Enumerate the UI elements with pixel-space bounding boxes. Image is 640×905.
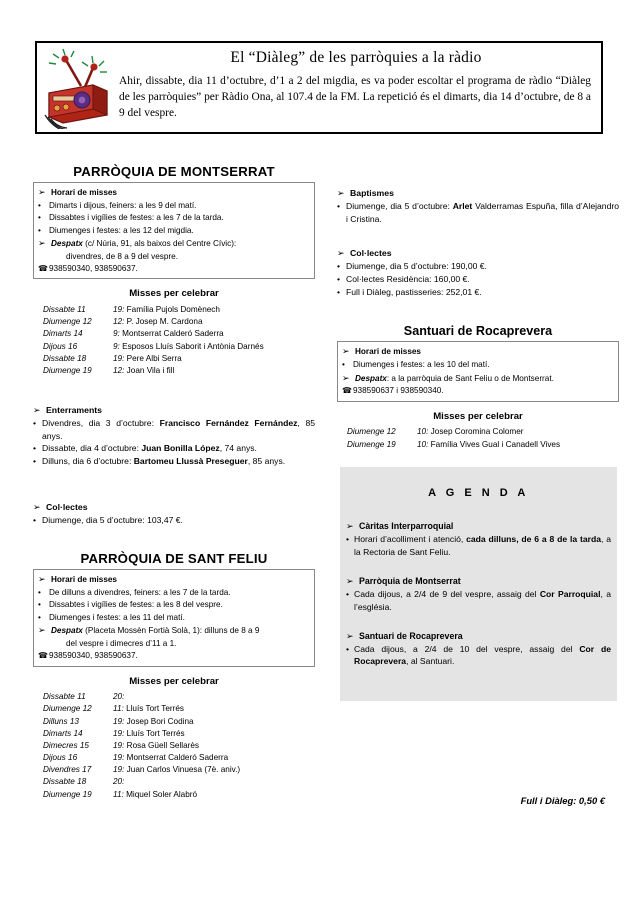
arrow-bullet-icon: ➢ [346,521,354,531]
dot-bullet-icon: • [33,417,37,428]
dot-bullet-icon: • [342,360,345,370]
table-row: Dissabte 11 20: [43,692,125,702]
office-label: Despatx [355,373,387,383]
arrow-bullet-icon: ➢ [38,574,46,585]
sant-feliu-schedule-heading: ➢ Horari de misses [38,573,309,587]
phone-icon: ☎ [38,651,49,661]
list-item: • Dissabte, dia 4 d’octubre: Juan Bonilla López, 74 anys. [33,443,257,454]
arrow-bullet-icon: ➢ [38,238,46,249]
arrow-bullet-icon: ➢ [33,502,41,513]
list-item: • Full i Diàleg, pastisseries: 252,01 €. [337,286,482,297]
dot-bullet-icon: • [337,286,341,297]
list-item: • Diumenges i festes: a les 10 del matí. [342,359,613,371]
dot-bullet-icon: • [337,260,341,271]
sant-feliu-info-box [33,569,315,666]
agenda-title: A G E N D A [428,487,529,499]
arrow-bullet-icon: ➢ [38,625,46,636]
radio-icon [37,43,119,129]
radio-icon-svg [41,47,115,129]
list-item: • Dissabtes i vigílies de festes: a les 7 de la tarda. [38,212,309,224]
table-row: Dijous 16 9: Esposos Lluís Saborit i Antònia Darnés [43,341,264,351]
rocaprevera-office [342,372,613,386]
list-item: • De dilluns a divendres, feiners: a les 7 de la tarda. [38,587,309,599]
montserrat-office [38,237,309,263]
table-row: Dijous 16 19: Montserrat Calderó Saderra [43,753,229,763]
list-item: • Diumenges i festes: a les 12 del migdia. [38,225,309,237]
agenda-group [346,576,611,614]
office-text: : a la parròquia de Sant Feliu o de Montserrat. [386,373,554,383]
rocaprevera-title: Santuari de Rocaprevera [403,324,553,339]
table-row: Diumenge 12 10: Josep Coromina Colomer [347,427,524,437]
agenda-group-heading: ➢ Santuari de Rocaprevera [346,630,463,641]
phone-icon: ☎ [342,386,353,396]
table-row: Dilluns 13 19: Josep Bori Codina [43,716,194,726]
rocaprevera-phones: ☎ 938590637 i 938590340. [342,385,613,397]
table-row: Diumenge 12 12: P. Josep M. Cardona [43,317,203,327]
office-text: (c/ Núria, 91, als baixos del Centre Cívic): [82,239,237,249]
dot-bullet-icon: • [38,225,41,235]
header-paragraph: Ahir, dissabte, dia 11 d’octubre, d’1 a 2 del migdia, es va poder escoltar el programa de ràdio “Diàleg de les parròquies” per Ràdio Ona, al 107.4 de la FM. La repetició és el dimarts, dia 14 d’octubre, de 8 a 9 del vespre. [119,75,591,120]
page-title: El “Diàleg” de les parròquies a la ràdio [230,49,482,66]
dot-bullet-icon: • [346,588,350,599]
arrow-bullet-icon: ➢ [337,188,345,198]
agenda-group [346,631,611,669]
rocaprevera-masses-table [337,426,619,450]
office-label: Despatx [51,239,83,249]
montserrat-title: PARRÒQUIA DE MONTSERRAT [73,164,275,179]
sant-feliu-phones: ☎ 938590340, 938590637. [38,650,309,662]
list-item: • Dimarts i dijous, feiners: a les 9 del matí. [38,200,309,212]
dot-bullet-icon: • [38,612,41,622]
list-item: • Diumenge, dia 5 d’octubre: 103,47 €. [33,515,183,526]
agenda-group [346,521,611,559]
list-item: • Col·lectes Residència: 160,00 €. [337,273,470,284]
table-row: Dissabte 18 19: Pere Albi Serra [43,353,182,363]
sant-feliu-title: PARRÒQUIA DE SANT FELIU [80,551,268,567]
list-item: • Diumenges i festes: a les 11 del matí. [38,612,309,624]
arrow-bullet-icon: ➢ [33,404,41,415]
footer-price: Full i Diàleg: 0,50 € [520,795,605,806]
rocaprevera-schedule-heading: ➢ Horari de misses [342,345,613,359]
dot-bullet-icon: • [33,515,37,526]
office-label: Despatx [51,626,83,636]
list-item: • Cada dijous, a 2/4 de 10 del vespre, assaig del Cor de Rocaprevera, al Santuari. [346,643,611,667]
dot-bullet-icon: • [38,213,41,223]
table-row: Divendres 17 19: Juan Carlos Vinuesa (7è. aniv.) [43,765,241,775]
dot-bullet-icon: • [337,201,341,211]
montserrat-schedule-heading: ➢ Horari de misses [38,186,309,200]
montserrat-burials-section [33,405,315,469]
table-row: Diumenge 19 11: Miquel Soler Alabró [43,789,198,799]
office-text-2: divendres, de 8 a 9 del vespre. [66,251,178,261]
dot-bullet-icon: • [337,273,341,284]
montserrat-info-box [33,182,315,279]
sant-feliu-masses-heading: Misses per celebrar [129,675,219,687]
agenda-box [340,467,617,701]
dot-bullet-icon: • [38,200,41,210]
list-item: • Horari d’acolliment i atenció, cada dilluns, de 6 a 8 de la tarda, a la Rectoria de Sant Feliu. [346,534,611,557]
dot-bullet-icon: • [38,587,41,597]
phone-icon: ☎ [38,264,49,274]
list-item: • Dissabtes i vigílies de festes: a les 8 del vespre. [38,599,309,611]
montserrat-masses-table [33,303,315,376]
sant-feliu-masses-table [33,691,315,801]
rocaprevera-masses-heading: Misses per celebrar [433,410,523,422]
arrow-bullet-icon: ➢ [346,575,354,586]
right-column [337,188,619,450]
arrow-bullet-icon: ➢ [346,630,354,641]
list-item: • Diumenge, dia 5 d’octubre: Arlet Valderramas Espuña, filla d’Alejandro i Cristina. [337,201,619,224]
dot-bullet-icon: • [346,643,350,654]
montserrat-masses-heading: Misses per celebrar [129,288,219,300]
dot-bullet-icon: • [33,456,37,467]
arrow-bullet-icon: ➢ [38,187,46,197]
dot-bullet-icon: • [33,443,37,454]
left-column [33,164,315,800]
agenda-group-heading: ➢ Càritas Interparroquial [346,521,454,531]
arrow-bullet-icon: ➢ [342,372,350,383]
table-row: Dimarts 14 19: Lluís Tort Terrés [43,728,185,738]
agenda-group-heading: ➢ Parròquia de Montserrat [346,575,461,586]
arrow-bullet-icon: ➢ [337,247,345,258]
table-row: Diumenge 12 11: Lluís Tort Terrés [43,704,185,714]
right-collections-section [337,248,619,299]
table-row: Dimecres 15 19: Rosa Güell Sellarès [43,740,200,750]
montserrat-phones: ☎ 938590340, 938590637. [38,263,309,275]
radio-program-header [35,41,603,134]
list-item: • Divendres, dia 3 d’octubre: Francisco Fernández Fernández, 85 anys. [33,417,315,441]
dot-bullet-icon: • [38,600,41,610]
sant-feliu-office [38,624,309,650]
table-row: Dissabte 18 20: [43,777,125,787]
list-item: • Cada dijous, a 2/4 de 9 del vespre, assaig del Cor Parroquial, a l’església. [346,588,611,612]
dot-bullet-icon: • [346,534,350,544]
burials-heading: ➢ Enterraments [33,404,103,415]
list-item: • Diumenge, dia 5 d’octubre: 190,00 €. [337,260,487,271]
header-text-block [119,43,601,122]
arrow-bullet-icon: ➢ [342,346,350,357]
table-row: Dissabte 11 19: Família Pujols Domènech [43,305,220,315]
office-text-2: del vespre i dimecres d’11 a 1. [66,638,177,648]
table-row: Diumenge 19 10: Família Vives Gual i Canadell Vives [347,439,561,449]
table-row: Dimarts 14 9: Montserrat Calderó Saderra [43,329,224,339]
baptisms-section [337,188,619,226]
baptisms-heading: ➢ Baptismes [337,188,394,198]
table-row: Diumenge 19 12: Joan Vila i fill [43,366,175,376]
montserrat-collections-section [33,502,315,527]
rocaprevera-info-box [337,341,619,401]
list-item: • Dilluns, dia 6 d’octubre: Bartomeu Llussà Preseguer, 85 anys. [33,456,286,467]
office-text: (Placeta Mossèn Fortià Solà, 1): dilluns de 8 a 9 [82,626,260,636]
collections-heading: ➢ Col·lectes [33,502,88,513]
collections-heading: ➢ Col·lectes [337,247,392,258]
